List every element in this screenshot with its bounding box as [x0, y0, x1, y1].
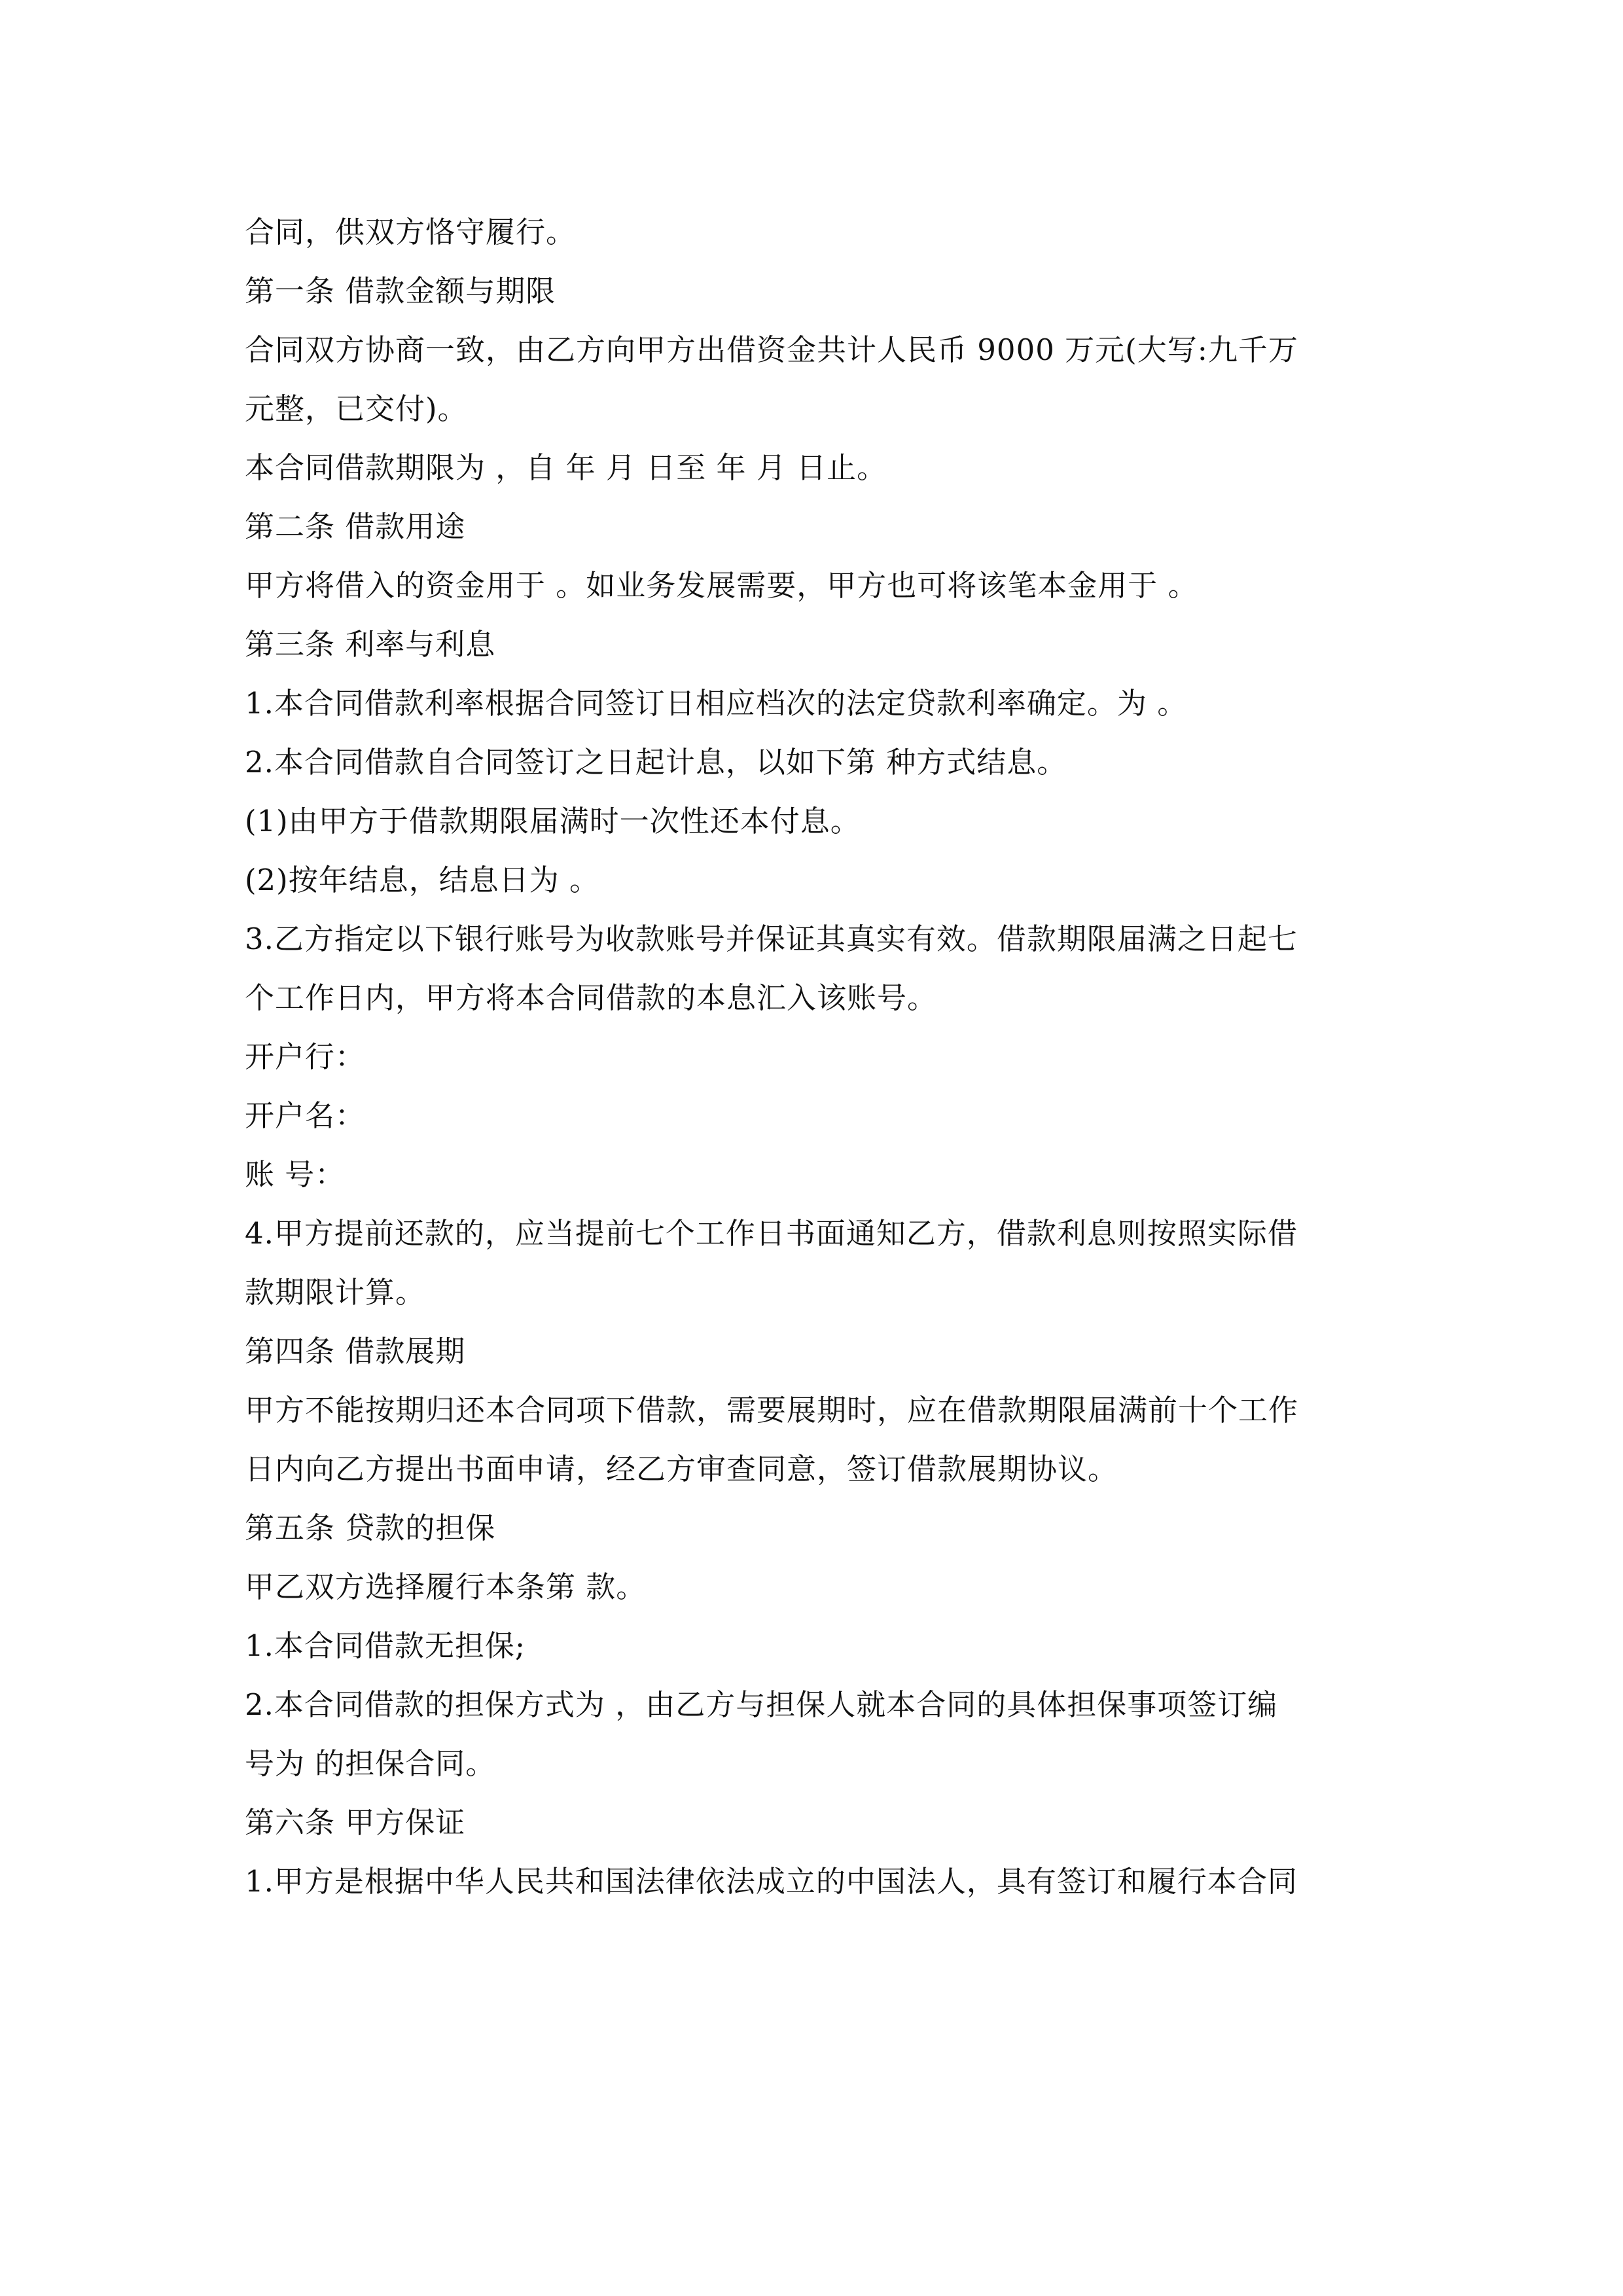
text-line: (1)由甲方于借款期限届满时一次性还本付息。: [245, 804, 861, 838]
text-line: 2.本合同借款的担保方式为 ，由乙方与担保人就本合同的具体担保事项签订编: [245, 1687, 1278, 1722]
text-line: 2.本合同借款自合同签订之日起计息，以如下第 种方式结息。: [245, 745, 1067, 780]
section-heading: 第六条 甲方保证: [245, 1805, 466, 1840]
text-line: 账 号：: [245, 1157, 346, 1192]
text-line: 元整，已交付)。: [245, 391, 468, 426]
text-line: 开户名：: [245, 1098, 366, 1133]
text-line: 1.本合同借款利率根据合同签订日相应档次的法定贷款利率确定。为 。: [245, 686, 1188, 721]
text-line: 甲方将借入的资金用于 。如业务发展需要，甲方也可将该笔本金用于 。: [245, 568, 1198, 603]
section-heading: 第五条 贷款的担保: [245, 1511, 496, 1545]
text-line: 1.甲方是根据中华人民共和国法律依法成立的中国法人，具有签订和履行本合同: [245, 1864, 1298, 1899]
section-heading: 第二条 借款用途: [245, 509, 466, 544]
text-line: 本合同借款期限为 ，自 年 月 日至 年 月 日止。: [245, 450, 887, 485]
text-line: 甲乙双方选择履行本条第 款。: [245, 1570, 647, 1604]
text-line: (2)按年结息，结息日为 。: [245, 863, 600, 897]
text-line: 合同，供双方恪守履行。: [245, 215, 577, 249]
text-line: 款期限计算。: [245, 1275, 426, 1310]
text-line: 甲方不能按期归还本合同项下借款，需要展期时，应在借款期限届满前十个工作: [245, 1393, 1299, 1427]
document-page: [245, 203, 1380, 1911]
text-line: 4.甲方提前还款的，应当提前七个工作日书面通知乙方，借款利息则按照实际借: [245, 1216, 1298, 1251]
text-line: 3.乙方指定以下银行账号为收款账号并保证其真实有效。借款期限届满之日起七: [245, 922, 1298, 956]
text-line: 开户行：: [245, 1039, 366, 1074]
text-line: 1.本合同借款无担保;: [245, 1628, 526, 1663]
text-line: 合同双方协商一致，由乙方向甲方出借资金共计人民币 9000 万元(大写:九千万: [245, 332, 1298, 367]
section-heading: 第三条 利率与利息: [245, 627, 496, 662]
text-line: 个工作日内，甲方将本合同借款的本息汇入该账号。: [245, 980, 938, 1015]
section-heading: 第四条 借款展期: [245, 1334, 466, 1369]
section-heading: 第一条 借款金额与期限: [245, 274, 556, 308]
text-line: 日内向乙方提出书面申请，经乙方审查同意，签订借款展期协议。: [245, 1452, 1118, 1486]
text-line: 号为 的担保合同。: [245, 1746, 496, 1781]
